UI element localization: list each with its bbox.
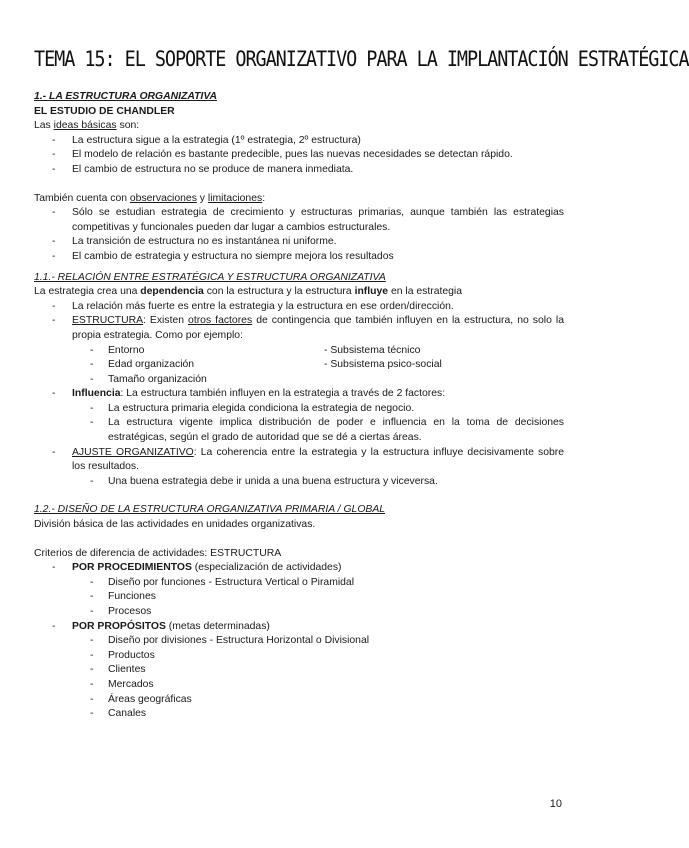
list-item: - Una buena estrategia debe ir unida a una buena estructura y viceversa. — [90, 475, 438, 487]
list-item: - Canales — [90, 708, 147, 720]
paragraph — [34, 119, 564, 134]
paragraph: También cuenta con observaciones y limitaciones: — [34, 192, 266, 204]
list-item: - Subsistema psico-social — [324, 359, 442, 371]
list-item: - POR PROPÓSITOS (metas determinadas) — [52, 620, 270, 632]
section-heading: 1.1.- RELACIÓN ENTRE ESTRATÉGICA Y ESTRUCTURA ORGANIZATIVA — [34, 271, 386, 283]
list-item: - Subsistema técnico — [324, 344, 421, 356]
text: son: — [116, 120, 140, 132]
list-item: - El cambio de estrategia y estructura no siempre mejora los resultados — [52, 250, 394, 262]
list-item: - La estructura primaria elegida condiciona la estrategia de negocio. — [90, 402, 415, 414]
list-item: - La estructura sigue a la estrategia (1º estrategia, 2º estructura) — [52, 134, 361, 146]
underlined-text: ideas básicas — [53, 120, 117, 132]
list-item: - Funciones — [90, 591, 156, 603]
paragraph: La estrategia crea una dependencia con la estructura y la estructura influye en la estrategia — [34, 286, 462, 298]
list-item: - La transición de estructura no es instantánea ni uniforme. — [52, 236, 337, 248]
list-item: - El cambio de estructura no se produce de manera inmediata. — [52, 163, 354, 175]
list-item: - AJUSTE ORGANIZATIVO: La coherencia entre la estrategia y la estructura influye decisivamente sobre los resultados. — [52, 446, 564, 473]
list-item: - Mercados — [90, 678, 154, 690]
text: Las — [34, 120, 54, 132]
list-item: - POR PROCEDIMIENTOS (especialización de actividades) — [52, 562, 342, 574]
list-item: - Sólo se estudian estrategia de crecimiento y estructuras primarias, aunque también las estrategias competitivas y funcionales pueden dar lugar a cambios estructurales. — [52, 207, 564, 233]
list-item: - Áreas geográficas — [90, 693, 192, 705]
page-number: 10 — [549, 798, 562, 810]
section-subheading: EL ESTUDIO DE CHANDLER — [34, 105, 175, 117]
list-item: - Influencia: La estructura también influyen en la estrategia a través de 2 factores: — [52, 388, 446, 400]
paragraph: División básica de las actividades en unidades organizativas. — [34, 519, 316, 531]
list-item: - Clientes — [90, 664, 146, 676]
list-item: - El modelo de relación es bastante predecible, pues las nuevas necesidades se detectan rápido. — [52, 149, 513, 161]
list-item: - Diseño por funciones - Estructura Vertical o Piramidal — [90, 576, 355, 588]
list-item: - Procesos — [90, 606, 152, 617]
list-item: - Edad organización — [90, 359, 195, 371]
document-body — [34, 90, 564, 722]
section-heading: 1.- LA ESTRUCTURA ORGANIZATIVA — [34, 91, 217, 102]
list-item: - Tamaño organización — [90, 373, 207, 385]
list-item: - Productos — [90, 649, 155, 661]
page-title: TEMA 15: EL SOPORTE ORGANIZATIVO PARA LA IMPLANTACIÓN ESTRATÉGICA — [34, 47, 689, 71]
paragraph: Criterios de diferencia de actividades: ESTRUCTURA — [34, 547, 282, 559]
list-item: - Entorno — [90, 344, 145, 356]
list-item: - Diseño por divisiones - Estructura Horizontal o Divisional — [90, 635, 370, 647]
list-item: - ESTRUCTURA: Existen otros factores de contingencia que también influyen en la estructura, no solo la propia estrategia. Como por ejemplo: — [52, 315, 564, 341]
factors-columns — [34, 344, 564, 388]
section-heading: 1.2.- DISEÑO DE LA ESTRUCTURA ORGANIZATIVA PRIMARIA / GLOBAL — [34, 504, 386, 516]
list-item: - La relación más fuerte es entre la estrategia y la estructura en ese orden/dirección. — [52, 300, 454, 312]
list-item: - La estructura vigente implica distribución de poder e influencia en la toma de decisiones estratégicas, según el grado de autoridad que se dé a ciertas áreas. — [90, 417, 564, 444]
